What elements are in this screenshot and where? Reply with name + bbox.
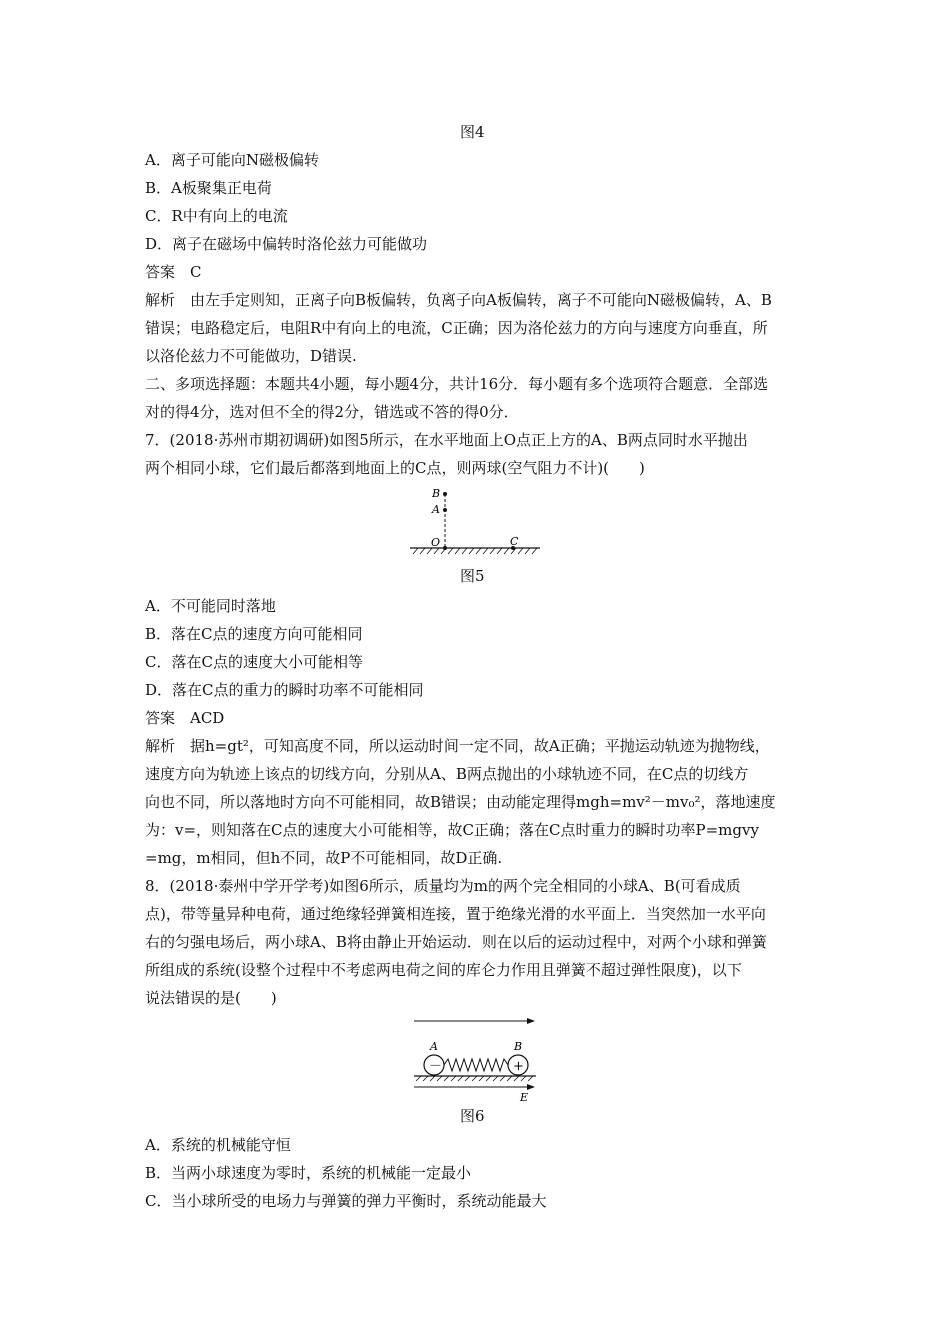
fig5-caption: 图5	[460, 567, 485, 585]
q7-analysis-line: 向也不同，所以落地时方向不可能相同，故B错误；由动能定理得mgh=mv²－mv₀²，落地速度	[145, 793, 776, 811]
q6-option-b: B．A板聚集正电荷	[145, 179, 272, 197]
spring	[444, 1059, 508, 1071]
q7-option-b: B．落在C点的速度方向可能相同	[145, 625, 363, 643]
q6-analysis-line: 解析 由左手定则知，正离子向B板偏转，负离子向A板偏转，离子不可能向N磁极偏转，A、B	[145, 291, 772, 309]
q7-analysis-line: =mg，m相同，但h不同，故P不可能相同，故D正确.	[145, 849, 503, 867]
section2-heading-line: 对的得4分，选对但不全的得2分，错选或不答的得0分．	[145, 403, 519, 421]
q7-stem-line: 两个相同小球，它们最后都落到地面上的C点，则两球(空气阻力不计)( )	[145, 459, 645, 477]
label-a: A	[430, 1040, 438, 1053]
q7-option-c: C．落在C点的速度大小可能相等	[145, 653, 363, 671]
q7-analysis-line: 为：v=，则知落在C点的速度大小可能相等，故C正确；落在C点时重力的瞬时功率P=mgvy	[145, 821, 759, 839]
q6-analysis-line: 以洛伦兹力不可能做功，D错误.	[145, 347, 357, 365]
label-b: B	[432, 487, 441, 500]
q7-analysis-line: 速度方向为轨迹上该点的切线方向，分别从A、B两点抛出的小球轨迹不同，在C点的切线方	[145, 765, 749, 783]
q8-stem-line: 说法错误的是( )	[145, 989, 277, 1007]
q6-option-d: D．离子在磁场中偏转时洛伦兹力可能做功	[145, 235, 428, 253]
q8-stem-line: 点)，带等量异种电荷，通过绝缘轻弹簧相连接，置于绝缘光滑的水平面上．当突然加一水平向	[145, 905, 766, 923]
q8-stem-line: 8．(2018·泰州中学开学考)如图6所示，质量均为m的两个完全相同的小球A、B(可看成质	[145, 877, 741, 895]
fig4-caption: 图4	[460, 123, 485, 141]
section2-heading-line: 二、多项选择题：本题共4小题，每小题4分，共计16分．每小题有多个选项符合题意．全部选	[145, 375, 769, 393]
label-o: O	[431, 536, 441, 549]
q7-stem-line: 7．(2018·苏州市期初调研)如图5所示，在水平地面上O点正上方的A、B两点同时水平抛出	[145, 431, 748, 449]
point-a	[443, 508, 447, 512]
q6-option-c: C．R中有向上的电流	[145, 207, 288, 225]
q8-option-c: C．当小球所受的电场力与弹簧的弹力平衡时，系统动能最大	[145, 1192, 547, 1210]
q8-stem-line: 所组成的系统(设整个过程中不考虑两电荷之间的库仑力作用且弹簧不超过弹性限度)，以下	[145, 961, 742, 979]
q8-stem-line: 右的匀强电场后，两小球A、B将由静止开始运动．则在以后的运动过程中，对两个小球和弹簧	[145, 933, 767, 951]
point-o	[443, 546, 447, 550]
label-b: B	[514, 1040, 523, 1053]
charge-plus: +	[513, 1059, 524, 1074]
surface-hatch	[416, 1076, 533, 1081]
fig6-diagram	[410, 1012, 542, 1104]
q6-analysis-line: 错误；电路稳定后，电阻R中有向上的电流，C正确；因为洛伦兹力的方向与速度方向垂直，所	[145, 319, 768, 337]
charge-minus: －	[429, 1059, 443, 1074]
point-b	[443, 492, 447, 496]
label-a: A	[432, 503, 440, 516]
label-e: E	[520, 1091, 529, 1104]
q6-answer: 答案 C	[145, 263, 202, 281]
q8-option-b: B．当两小球速度为零时，系统的机械能一定最小	[145, 1164, 472, 1182]
q7-analysis-line: 解析 据h=gt²，可知高度不同，所以运动时间一定不同，故A正确；平抛运动轨迹为抛物线，	[145, 737, 770, 755]
q7-answer: 答案 ACD	[145, 709, 225, 727]
label-c: C	[510, 535, 519, 548]
fig5-diagram	[405, 484, 545, 562]
q7-option-d: D．落在C点的重力的瞬时功率不可能相同	[145, 681, 424, 699]
fig6-caption: 图6	[460, 1107, 485, 1125]
q6-option-a: A．离子可能向N磁极偏转	[145, 151, 319, 169]
q8-option-a: A．系统的机械能守恒	[145, 1136, 291, 1154]
q7-option-a: A．不可能同时落地	[145, 597, 276, 615]
